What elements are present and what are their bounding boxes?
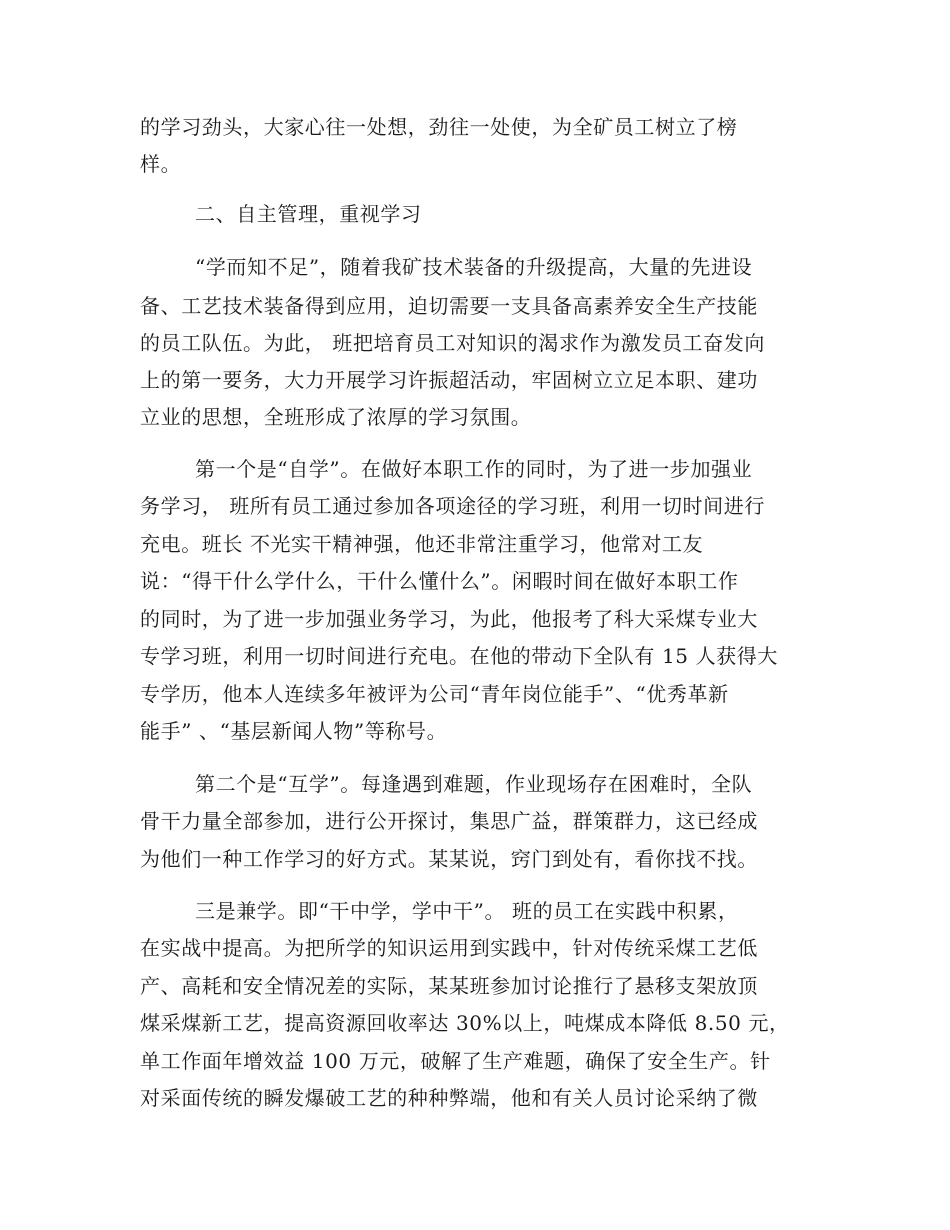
text-line: 的学习劲头，大家心往一处想，劲往一处使，为全矿员工树立了榜: [140, 115, 738, 139]
text-line: “学而知不足”，随着我矿技术装备的升级提高，大量的先进设: [195, 255, 753, 279]
text-line: 第一个是“自学”。在做好本职工作的同时，为了进一步加强业: [195, 457, 753, 481]
text-line: 务学习， 班所有员工通过参加各项途径的学习班，利用一切时间进行: [140, 494, 765, 518]
text-line: 三是兼学。即“干中学，学中干”。 班的员工在实践中积累，: [195, 899, 739, 923]
text-line: 专学习班，利用一切时间进行充电。在他的带动下全队有 15 人获得大: [140, 644, 778, 668]
text-line: 上的第一要务，大力开展学习许振超活动，牢固树立立足本职、建功: [140, 368, 758, 392]
text-line: 骨干力量全部参加，进行公开探讨，集思广益，群策群力，这已经成: [140, 809, 758, 833]
text-line: 备、工艺技术装备得到应用，迫切需要一支具备高素养安全生产技能: [140, 294, 758, 318]
text-line: 的员工队伍。为此， 班把培育员工对知识的渴求作为激发员工奋发向: [140, 331, 765, 355]
section-heading: 二、自主管理，重视学习: [195, 202, 422, 226]
text-line: 充电。班长 不光实干精神强，他还非常注重学习，他常对工友: [140, 532, 704, 556]
text-line: 产、高耗和安全情况差的实际，某某班参加讨论推行了悬移支架放顶: [140, 974, 758, 998]
text-line: 的同时，为了进一步加强业务学习，为此，他报考了科大采煤专业大: [140, 607, 758, 631]
text-line: 立业的思想，全班形成了浓厚的学习氛围。: [140, 405, 532, 429]
text-line: 专学历，他本人连续多年被评为公司“青年岗位能手”、“优秀革新: [140, 682, 729, 706]
text-line: 单工作面年增效益 100 万元，破解了生产难题，确保了安全生产。针: [140, 1049, 771, 1073]
text-line: 说：“得干什么学什么，干什么懂什么”。闲暇时间在做好本职工作: [140, 569, 739, 593]
text-line: 能手” 、“基层新闻人物”等称号。: [140, 719, 448, 743]
text-line: 在实战中提高。为把所学的知识运用到实践中，针对传统采煤工艺低: [140, 936, 758, 960]
text-line: 煤采煤新工艺，提高资源回收率达 30%以上，吨煤成本降低 8.50 元，: [140, 1011, 790, 1035]
text-line: 为他们一种工作学习的好方式。某某说，窍门到处有，看你找不找。: [140, 847, 758, 871]
text-line: 样。: [140, 152, 182, 176]
text-line: 对采面传统的瞬发爆破工艺的种种弊端，他和有关人员讨论采纳了微: [140, 1086, 758, 1110]
text-line: 第二个是“互学”。每逢遇到难题，作业现场存在困难时，全队: [195, 772, 753, 796]
